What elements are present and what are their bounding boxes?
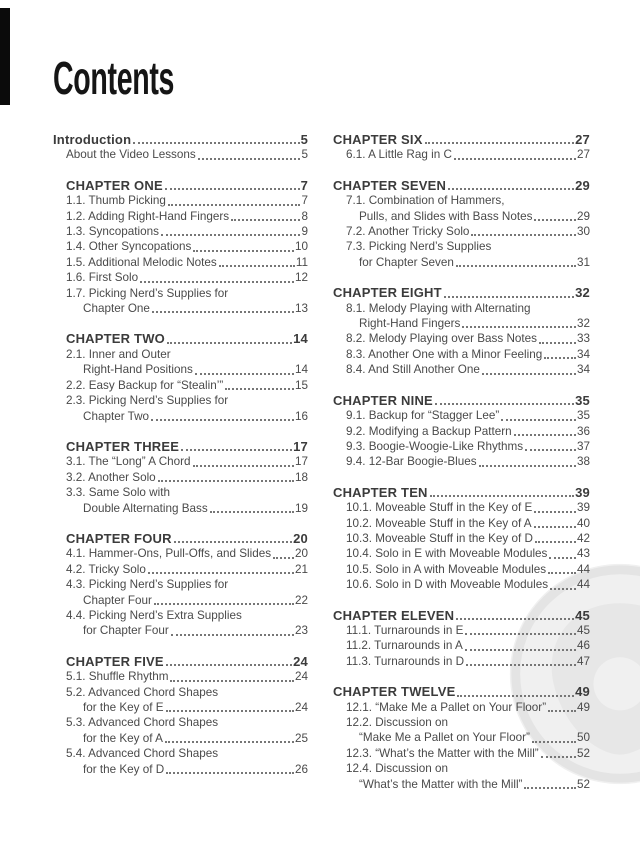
toc-column-left	[53, 132, 308, 792]
toc-entry-label-line: 12.2. Discussion on	[346, 716, 448, 729]
toc-section	[333, 608, 590, 670]
page-number: 14	[293, 331, 308, 347]
toc-heading-row	[333, 285, 590, 300]
dotted-leader	[195, 373, 294, 375]
toc-entry-row	[53, 270, 308, 285]
toc-entry-row	[53, 546, 308, 561]
page-number: 43	[576, 547, 590, 561]
toc-entry-row	[53, 378, 308, 393]
page-number: 22	[294, 593, 308, 607]
toc-heading-row	[333, 178, 590, 193]
toc-heading-label: CHAPTER TWELVE	[333, 684, 456, 700]
toc-section	[333, 285, 590, 377]
page-number: 49	[576, 700, 590, 714]
dotted-leader	[525, 449, 576, 451]
page-number: 50	[576, 731, 590, 745]
page-number: 52	[576, 777, 590, 791]
toc-section	[53, 531, 308, 639]
page-number: 45	[576, 623, 590, 637]
toc-entry-row	[333, 331, 590, 346]
dotted-leader	[539, 342, 576, 344]
toc-entry-label-line: 2.1. Inner and Outer	[66, 347, 171, 361]
dotted-leader	[181, 449, 292, 451]
page-number: 46	[576, 639, 590, 653]
toc-entry-label: Chapter Two	[83, 409, 150, 423]
toc-section	[333, 178, 590, 270]
page-number: 24	[294, 701, 308, 714]
page-number: 20	[294, 547, 308, 561]
page-number: 21	[294, 562, 308, 576]
toc-entry	[53, 685, 308, 716]
page-number: 47	[576, 654, 590, 668]
toc-entry-row	[333, 577, 590, 592]
toc-entry-row	[333, 746, 590, 761]
page-number: 23	[294, 624, 308, 638]
page-number: 17	[293, 438, 308, 454]
page-number: 29	[576, 209, 590, 223]
toc-entry-label: 9.1. Backup for “Stagger Lee”	[346, 409, 500, 423]
toc-entry-label: 9.3. Boogie-Woogie-Like Rhythms	[346, 439, 524, 453]
toc-entry-label: for Chapter Four	[83, 624, 169, 638]
dotted-leader	[166, 772, 294, 774]
toc-entry-row	[53, 301, 308, 316]
toc-entry-label: for Chapter Seven	[359, 255, 454, 269]
toc-entry	[333, 239, 590, 270]
toc-entry-row	[333, 623, 590, 638]
toc-entry-label: 2.2. Easy Backup for “Stealin’”	[66, 378, 224, 392]
dotted-leader	[165, 188, 300, 190]
toc-entry	[53, 286, 308, 317]
toc-section	[53, 331, 308, 423]
toc-entry	[53, 608, 308, 639]
toc-section	[53, 178, 308, 317]
dotted-leader	[170, 680, 294, 682]
toc-entry-row	[333, 500, 590, 515]
toc-entry-label: 9.4. 12-Bar Boogie-Blues	[346, 455, 477, 469]
dotted-leader	[457, 695, 574, 697]
toc-entry-row	[333, 209, 590, 224]
toc-entry-label-line: 8.1. Melody Playing with Alternating	[346, 301, 531, 315]
page-number: 10	[294, 240, 308, 254]
page-number: 9	[301, 225, 308, 239]
toc-heading-label: CHAPTER NINE	[333, 392, 433, 408]
page-title: Contents	[53, 52, 175, 104]
toc-entry-label-line: 2.3. Picking Nerd’s Supplies for	[66, 394, 229, 408]
toc-entry-label: 11.3. Turnarounds in D	[346, 654, 465, 668]
toc-entry-row	[53, 255, 308, 270]
toc-entry-label: 10.2. Moveable Stuff in the Key of A	[346, 516, 532, 530]
toc-entry-row	[333, 362, 590, 377]
toc-heading-label: CHAPTER ONE	[66, 177, 163, 193]
page-number: 7	[301, 194, 308, 208]
toc-heading-label: CHAPTER THREE	[66, 438, 180, 454]
toc-entry-row	[333, 531, 590, 546]
dotted-leader	[425, 142, 575, 144]
toc-entry-row	[333, 316, 590, 331]
toc-entry-label: 12.1. “Make Me a Pallet on Your Floor”	[346, 700, 547, 714]
dotted-leader	[501, 419, 576, 421]
toc-entry-label: 1.6. First Solo	[66, 271, 139, 285]
toc-entry-label: 4.2. Tricky Solo	[66, 562, 146, 576]
toc-entry-label: 1.2. Adding Right-Hand Fingers	[66, 209, 230, 223]
toc-entry	[53, 393, 308, 424]
toc-entry-row	[333, 147, 590, 162]
toc-entry-label: “What’s the Matter with the Mill”	[359, 777, 523, 791]
toc-heading-label: CHAPTER TWO	[66, 331, 165, 347]
toc-heading-label: Introduction	[53, 132, 132, 147]
toc-entry-row	[333, 439, 590, 454]
toc-entry-label: 5.1. Shuffle Rhythm	[66, 670, 169, 684]
page-number: 34	[576, 347, 590, 361]
dotted-leader	[231, 219, 300, 221]
page-number: 14	[294, 363, 308, 377]
page-number: 26	[294, 762, 308, 776]
dotted-leader	[524, 787, 576, 789]
toc-heading-label: CHAPTER EIGHT	[333, 285, 442, 301]
dotted-leader	[454, 158, 576, 160]
dotted-leader	[171, 634, 294, 636]
toc-entry-row	[53, 501, 308, 516]
dotted-leader	[534, 219, 576, 221]
page-number: 52	[576, 746, 590, 760]
dotted-leader	[225, 388, 294, 390]
toc-entry-label: 6.1. A Little Rag in C	[346, 148, 452, 162]
dotted-leader	[541, 756, 576, 758]
dotted-leader	[198, 158, 301, 160]
dotted-leader	[193, 250, 294, 252]
toc-entry-label: Right-Hand Positions	[83, 363, 193, 377]
page-number: 15	[294, 378, 308, 392]
page-number: 27	[575, 132, 590, 147]
toc-section	[333, 393, 590, 470]
toc-entry-row	[53, 623, 308, 638]
toc-entry-label: for the Key of A	[83, 731, 163, 745]
toc-entry-label: for the Key of D	[83, 762, 165, 776]
toc-heading-row	[53, 178, 308, 193]
toc-heading-row	[333, 608, 590, 623]
page-number: 24	[293, 653, 308, 669]
toc-entry-label: 3.1. The “Long” A Chord	[66, 455, 191, 469]
toc-entry-row	[333, 562, 590, 577]
dotted-leader	[430, 495, 574, 497]
page-number: 45	[575, 607, 590, 623]
page-number: 42	[576, 531, 590, 545]
dotted-leader	[550, 588, 576, 590]
dotted-leader	[482, 373, 576, 375]
toc-entry-label: 1.1. Thumb Picking	[66, 194, 166, 208]
toc-entry	[333, 761, 590, 792]
dotted-leader	[456, 618, 574, 620]
dotted-leader	[465, 649, 576, 651]
page-number: 18	[294, 470, 308, 484]
toc-entry-row	[333, 408, 590, 423]
toc-entry-row	[333, 546, 590, 561]
toc-entry	[53, 485, 308, 516]
toc-entry-label-line: 7.3. Picking Nerd’s Supplies	[346, 240, 492, 254]
page-number: 44	[576, 578, 590, 592]
dotted-leader	[158, 480, 294, 482]
dotted-leader	[165, 741, 294, 743]
dotted-leader	[148, 572, 294, 574]
page-number: 20	[293, 530, 308, 546]
page-number: 32	[576, 317, 590, 331]
page-number: 37	[576, 439, 590, 453]
dotted-leader	[219, 265, 295, 267]
toc-entry	[333, 193, 590, 224]
toc-entry-label: 3.2. Another Solo	[66, 470, 156, 484]
dotted-leader	[151, 419, 294, 421]
toc-entry-row	[53, 209, 308, 224]
dotted-leader	[456, 265, 576, 267]
toc-entry-label-line: 5.2. Advanced Chord Shapes	[66, 685, 219, 699]
toc-entry-row	[333, 454, 590, 469]
toc-entry	[53, 715, 308, 746]
toc-entry-label: 1.3. Syncopations	[66, 225, 159, 239]
toc-heading-label: CHAPTER TEN	[333, 484, 428, 500]
page-number: 39	[575, 484, 590, 500]
toc-entry-row	[333, 700, 590, 715]
toc-entry-row	[53, 731, 308, 746]
toc-entry-row	[333, 638, 590, 653]
toc-entry-label-line: 12.4. Discussion on	[346, 762, 448, 776]
dotted-leader	[161, 234, 301, 236]
dotted-leader	[444, 296, 574, 298]
toc-entry-row	[53, 239, 308, 254]
page-number: 12	[294, 271, 308, 285]
toc-entry-row	[53, 409, 308, 424]
toc-column-right	[333, 132, 590, 792]
toc-entry-row	[53, 700, 308, 715]
toc-heading-row	[53, 654, 308, 669]
toc-heading-row	[53, 132, 308, 147]
page-number: 40	[576, 516, 590, 530]
toc-entry	[53, 347, 308, 378]
toc-entry-label: 8.4. And Still Another One	[346, 363, 480, 377]
toc-section	[333, 132, 590, 163]
page-number: 33	[576, 332, 590, 346]
dotted-leader	[549, 557, 576, 559]
toc-entry-row	[53, 362, 308, 377]
toc-entry-label: 9.2. Modifying a Backup Pattern	[346, 424, 512, 438]
toc-heading-row	[53, 531, 308, 546]
toc-entry-label: 4.1. Hammer-Ons, Pull-Offs, and Slides	[66, 547, 272, 561]
toc-entry-label: 1.5. Additional Melodic Notes	[66, 255, 217, 269]
page-number: 13	[294, 302, 308, 316]
toc-entry-row	[53, 224, 308, 239]
table-of-contents	[53, 132, 590, 792]
page-number: 19	[294, 501, 308, 515]
toc-entry-label: 8.2. Melody Playing over Bass Notes	[346, 332, 537, 346]
dotted-leader	[174, 541, 292, 543]
dotted-leader	[435, 403, 574, 405]
toc-entry-label: 11.1. Turnarounds in E	[346, 623, 464, 637]
page-number: 35	[576, 409, 590, 423]
dotted-leader	[465, 633, 576, 635]
page-number: 11	[295, 255, 308, 269]
toc-entry-label: 11.2. Turnarounds in A	[346, 639, 463, 653]
toc-entry-row	[53, 454, 308, 469]
toc-heading-row	[53, 439, 308, 454]
toc-heading-label: CHAPTER SEVEN	[333, 177, 447, 193]
toc-entry-label: 10.6. Solo in D with Moveable Modules	[346, 578, 549, 592]
toc-entry-row	[53, 562, 308, 577]
page-number: 31	[576, 255, 590, 269]
toc-heading-row	[53, 331, 308, 346]
dotted-leader	[534, 511, 576, 513]
toc-entry-label: for the Key of E	[83, 701, 164, 714]
toc-entry-row	[53, 762, 308, 777]
toc-entry-label: Chapter Four	[83, 593, 152, 607]
page-number: 36	[576, 424, 590, 438]
dotted-leader	[210, 511, 294, 513]
dotted-leader	[532, 741, 576, 743]
toc-entry	[333, 715, 590, 746]
toc-heading-label: CHAPTER FIVE	[66, 653, 164, 669]
page-number: 25	[294, 731, 308, 745]
toc-entry-label: 10.3. Moveable Stuff in the Key of D	[346, 531, 533, 545]
toc-entry-label-line: 4.4. Picking Nerd’s Extra Supplies	[66, 608, 242, 622]
toc-entry-label: 8.3. Another One with a Minor Feeling	[346, 347, 543, 361]
toc-entry-row	[333, 730, 590, 745]
dotted-leader	[273, 557, 294, 559]
toc-entry-row	[333, 654, 590, 669]
toc-section	[53, 654, 308, 777]
toc-heading-label: CHAPTER ELEVEN	[333, 607, 455, 623]
toc-entry-label: “Make Me a Pallet on Your Floor”	[359, 731, 530, 745]
page-number: 44	[576, 562, 590, 576]
toc-entry-label-line: 5.3. Advanced Chord Shapes	[66, 716, 219, 730]
dotted-leader	[462, 326, 576, 328]
dotted-leader	[154, 603, 294, 605]
toc-entry-row	[333, 516, 590, 531]
toc-entry-label-line: 3.3. Same Solo with	[66, 486, 170, 500]
dotted-leader	[140, 281, 294, 283]
toc-entry-label: 10.4. Solo in E with Moveable Modules	[346, 547, 548, 561]
toc-entry-row	[333, 255, 590, 270]
toc-entry-label: Chapter One	[83, 302, 150, 316]
dotted-leader	[152, 311, 294, 313]
dotted-leader	[133, 142, 299, 144]
page-number: 16	[294, 409, 308, 423]
toc-entry-row	[53, 470, 308, 485]
dotted-leader	[167, 342, 292, 344]
toc-entry-label: Double Alternating Bass	[83, 501, 208, 515]
toc-entry-label: About the Video Lessons	[66, 148, 196, 162]
toc-entry-label: 12.3. “What’s the Matter with the Mill”	[346, 746, 539, 760]
toc-entry-label: Pulls, and Slides with Bass Notes	[359, 209, 533, 223]
toc-entry-row	[333, 424, 590, 439]
toc-heading-row	[333, 393, 590, 408]
toc-entry-label-line: 5.4. Advanced Chord Shapes	[66, 747, 219, 761]
toc-entry-label: 10.1. Moveable Stuff in the Key of E	[346, 501, 533, 515]
dotted-leader	[471, 234, 576, 236]
toc-section	[53, 132, 308, 163]
page-number: 8	[301, 209, 308, 223]
toc-section	[333, 485, 590, 593]
dotted-leader	[166, 710, 294, 712]
dotted-leader	[166, 664, 292, 666]
page-number: 35	[575, 392, 590, 408]
toc-entry-row	[53, 593, 308, 608]
toc-entry-label: 10.5. Solo in A with Moveable Modules	[346, 562, 547, 576]
dotted-leader	[479, 465, 576, 467]
page-number: 30	[576, 225, 590, 239]
toc-entry-label-line: 7.1. Combination of Hammers,	[346, 194, 505, 208]
dotted-leader	[548, 710, 576, 712]
dotted-leader	[466, 664, 576, 666]
toc-entry-row	[333, 777, 590, 792]
page-number: 17	[294, 455, 308, 469]
page-number: 29	[575, 177, 590, 193]
toc-heading-label: CHAPTER FOUR	[66, 530, 172, 546]
toc-heading-row	[333, 684, 590, 699]
toc-entry-label: Right-Hand Fingers	[359, 317, 461, 331]
page-number: 24	[294, 670, 308, 684]
toc-entry-label: 1.4. Other Syncopations	[66, 240, 192, 254]
toc-entry-label: 7.2. Another Tricky Solo	[346, 225, 470, 239]
toc-entry	[53, 577, 308, 608]
dotted-leader	[544, 357, 576, 359]
toc-entry-label-line: 1.7. Picking Nerd’s Supplies for	[66, 286, 229, 300]
toc-entry-row	[53, 147, 308, 162]
toc-entry-row	[53, 193, 308, 208]
dotted-leader	[448, 188, 574, 190]
toc-heading-label: CHAPTER SIX	[333, 132, 423, 147]
dotted-leader	[548, 572, 576, 574]
dotted-leader	[193, 465, 294, 467]
dotted-leader	[535, 541, 576, 543]
page-number: 49	[575, 684, 590, 700]
page-number: 5	[300, 132, 308, 147]
page-number: 34	[576, 363, 590, 377]
toc-heading-row	[333, 132, 590, 147]
toc-entry	[333, 301, 590, 332]
toc-entry-label-line: 4.3. Picking Nerd’s Supplies for	[66, 578, 229, 592]
toc-section	[333, 684, 590, 792]
toc-entry-row	[53, 669, 308, 684]
page-number: 7	[300, 177, 308, 193]
dotted-leader	[534, 526, 576, 528]
page-number: 38	[576, 455, 590, 469]
toc-entry	[53, 746, 308, 777]
toc-heading-row	[333, 485, 590, 500]
page-number: 5	[301, 148, 308, 162]
dotted-leader	[514, 434, 576, 436]
toc-entry-row	[333, 224, 590, 239]
page-number: 32	[575, 285, 590, 301]
page-number: 39	[576, 501, 590, 515]
toc-entry-row	[333, 347, 590, 362]
page-number: 27	[576, 148, 590, 162]
dotted-leader	[168, 204, 301, 206]
toc-section	[53, 439, 308, 516]
